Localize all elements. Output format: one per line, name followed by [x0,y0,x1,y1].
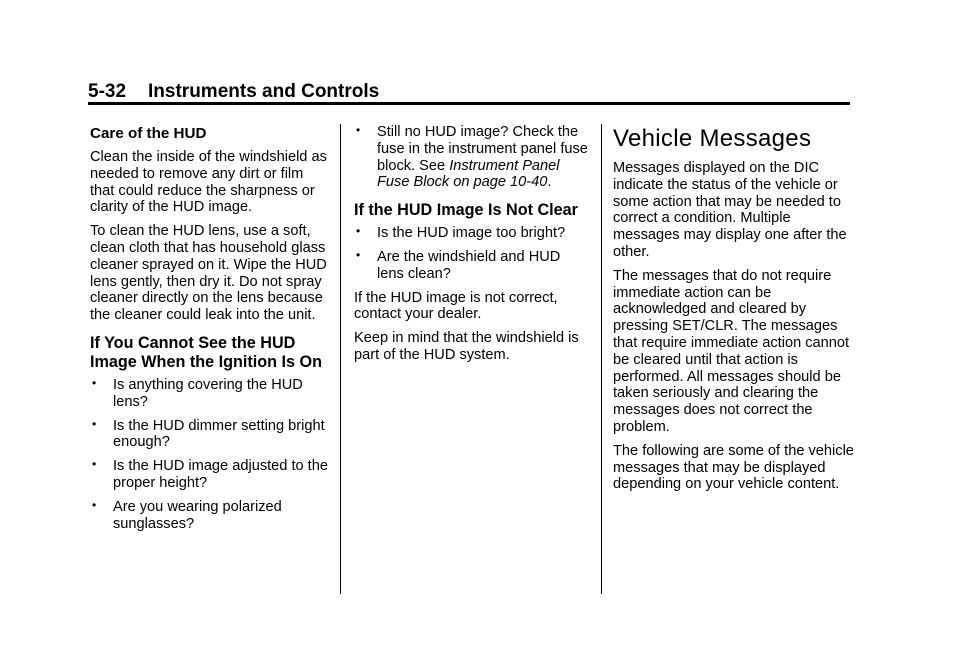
section-title: Instruments and Controls [148,81,380,102]
bullet-text: Still no HUD image? Check the fuse in the instrument panel fuse block. See [377,124,588,174]
list-item [354,124,590,191]
list-item [90,458,330,492]
bullet-icon: • [356,247,361,262]
cross-reference-link[interactable]: Instrument Panel Fuse Block on page 10-40 [377,157,560,191]
windshield-paragraph: Keep in mind that the windshield is part of the HUD system. [354,330,579,363]
care-paragraph-1: Clean the inside of the windshield as needed to remove any dirt or film that could reduce the sharpness or clarity of the HUD image. [90,149,327,216]
bullet-icon: • [92,457,97,472]
bullet-icon: • [356,123,361,137]
bullet-text: Are you wearing polarized sunglasses? [113,498,282,532]
cannot-see-heading: If You Cannot See the HUD Image When the Ignition Is On [90,333,323,371]
bullet-text: Is the HUD image adjusted to the proper height? [113,458,328,491]
page-number: 5-32 [88,81,127,102]
messages-paragraph-1: Messages displayed on the DIC indicate the status of the vehicle or some action that may be needed to correct a condition. Multiple messages may display one after the other. [613,160,847,260]
vehicle-messages-title: Vehicle Messages [613,125,812,152]
list-item [354,249,590,283]
bullet-text: Is the HUD dimmer setting bright enough? [113,417,325,451]
column-divider-2 [601,124,602,594]
list-item [90,499,330,533]
bullet-text: Are the windshield and HUD lens clean? [377,248,561,282]
dealer-paragraph: If the HUD image is not correct, contact your dealer. [354,289,558,323]
bullet-icon: • [356,224,361,239]
care-paragraph-2: To clean the HUD lens, use a soft, clean cloth that has household glass cleaner sprayed on it. Wipe the HUD lens gently, then dry it. Do not spray cleaner directly on the lens because the cleaner could leak into the unit. [90,223,327,324]
messages-paragraph-2: The messages that do not require immediate action can be acknowledged and cleared by pressing SET/CLR. The messages that require immediate action cannot be cleared until that action is performed. All messages should be taken seriously and clearing the messages does not correct the problem. [613,267,850,435]
bullet-suffix: . [547,174,552,191]
care-heading: Care of the HUD [90,125,207,142]
header-rule [88,102,850,105]
messages-paragraph-3: The following are some of the vehicle messages that may be displayed depending on your vehicle content. [613,442,854,493]
bullet-icon: • [92,497,97,512]
list-item [90,418,330,452]
column-1 [90,125,330,539]
page-header [88,80,850,104]
column-divider-1 [340,124,341,594]
bullet-icon: • [92,375,97,390]
column-2 [354,124,590,371]
list-item [90,377,330,411]
column-3 [613,124,855,500]
header-text [88,80,850,104]
bullet-icon: • [92,416,97,431]
bullet-text: Is anything covering the HUD lens? [113,376,303,410]
not-clear-heading: If the HUD Image Is Not Clear [354,201,578,220]
list-item [354,225,590,242]
bullet-text: Is the HUD image too bright? [377,225,566,242]
